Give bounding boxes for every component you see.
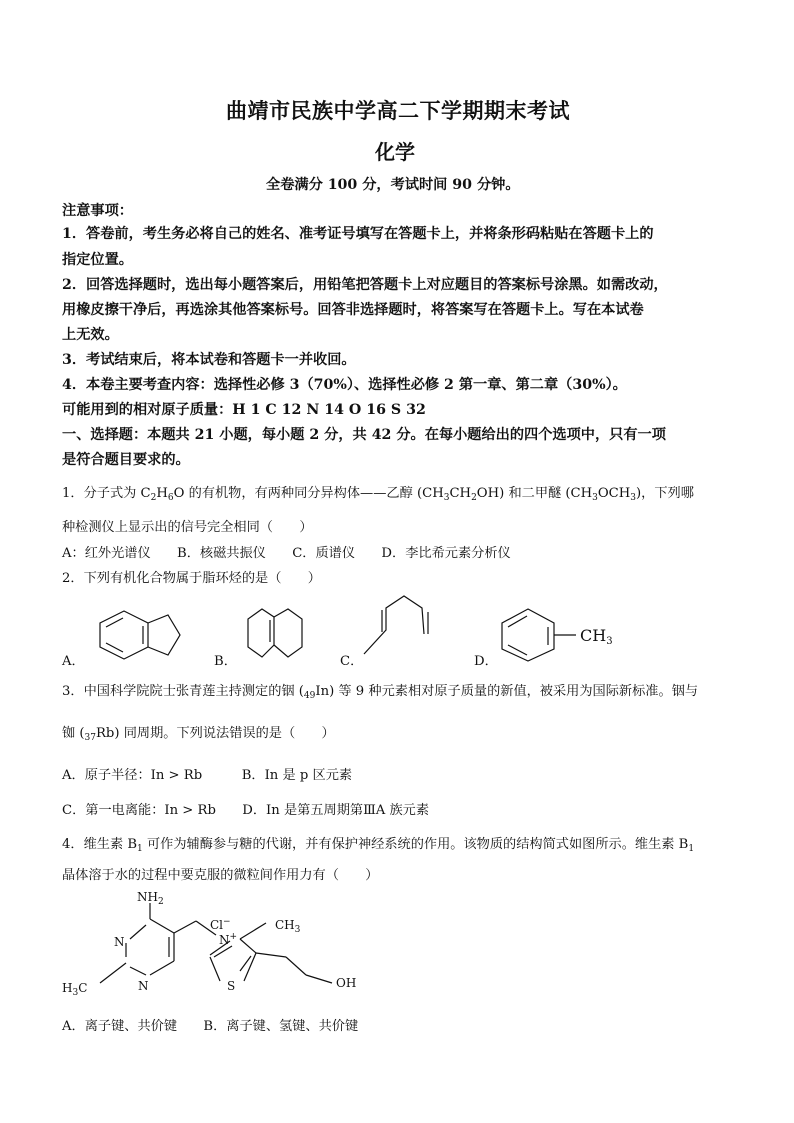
question-4-options: A．离子键、共价键 B．离子键、氢键、共价键 xyxy=(62,1019,359,1034)
note-4: 4．本卷主要考查内容：选择性必修 3（70%）、选择性必修 2 第一章、第二章（30%）。 xyxy=(62,377,627,393)
pyrimidine-n3-label: N xyxy=(138,979,149,993)
methyl-h3c-label: $H_3C$ xyxy=(62,981,88,998)
note-1-line-1: 1．答卷前，考生务必将自己的姓名、准考证号填写在答题卡上，并将条形码粘贴在答题卡上的 xyxy=(62,226,654,242)
question-3-options-cd: C．第一电离能：In > Rb D．In 是第五周期第ⅢA 族元素 xyxy=(62,803,430,818)
toluene-methyl-label: $CH_3$ xyxy=(580,626,613,647)
score-note: 全卷满分 100 分，考试时间 90 分钟。 xyxy=(266,177,520,193)
q2-option-b-label: B． xyxy=(214,654,237,669)
triene-structure xyxy=(360,590,440,660)
exam-title: 曲靖市民族中学高二下学期期末考试 xyxy=(226,98,570,123)
section-1-line-2: 是符合题目要求的。 xyxy=(62,452,190,468)
subject-title: 化学 xyxy=(375,140,415,164)
amino-group-label: $NH_2$ xyxy=(137,890,164,907)
question-4-stem-line-2: 晶体溶于水的过程中要克服的微粒间作用力有（ ） xyxy=(62,868,379,883)
note-2-line-3: 上无效。 xyxy=(62,327,119,343)
question-1-stem-line-1: 1．分子式为 $C_2H_6O$ 的有机物，有两种同分异构体——乙醇 $(CH_3CH_2OH)$ 和二甲醚 $(CH_3OCH_3)$，下列哪 xyxy=(62,486,694,503)
note-1-line-2: 指定位置。 xyxy=(62,252,133,268)
indane-structure xyxy=(86,603,186,665)
toluene-structure xyxy=(494,605,584,665)
q2-option-c-label: C． xyxy=(340,654,364,669)
notes-heading: 注意事项： xyxy=(62,203,133,219)
note-2-line-2: 用橡皮擦干净后，再选涂其他答案标号。回答非选择题时，将答案写在答题卡上。写在本试卷 xyxy=(62,302,644,318)
thiazolium-methyl-label: $CH_3$ xyxy=(275,918,301,935)
question-1-stem-line-2: 种检测仪上显示出的信号完全相同（ ） xyxy=(62,520,313,535)
atomic-mass-line: 可能用到的相对原子质量：H 1 C 12 N 14 O 16 S 32 xyxy=(62,402,426,418)
pyrimidine-n1-label: N xyxy=(114,935,125,949)
question-3-stem-line-2: 铷 $(_{37}Rb)$ 同周期。下列说法错误的是（ ） xyxy=(62,726,335,743)
note-3: 3．考试结束后，将本试卷和答题卡一并收回。 xyxy=(62,352,356,368)
chloride-label: Cl− xyxy=(210,917,231,932)
sulfur-label: S xyxy=(227,979,236,993)
note-2-line-1: 2．回答选择题时，选出每小题答案后，用铅笔把答题卡上对应题目的答案标号涂黑。如需改动， xyxy=(62,277,668,293)
q2-option-d-label: D． xyxy=(474,654,498,669)
question-3-options-ab: A．原子半径：In > Rb B．In 是 p 区元素 xyxy=(62,768,353,783)
thiazolium-n-label: N+ xyxy=(219,932,238,947)
q2-option-a-label: A． xyxy=(62,654,85,669)
question-3-stem-line-1: 3．中国科学院院士张青莲主持测定的铟 $(_{49}In)$ 等 9 种元素相对原子质量的新值，被采用为国际新标准。铟与 xyxy=(62,684,699,701)
question-2-stem: 2．下列有机化合物属于脂环烃的是（ ） xyxy=(62,571,321,586)
hydroxyl-label: OH xyxy=(336,976,357,990)
bicyclic-structure xyxy=(236,603,312,665)
question-1-options: A：红外光谱仪 B．核磁共振仪 C．质谱仪 D．李比希元素分析仪 xyxy=(62,546,511,561)
question-4-stem-line-1: 4．维生素 $B_1$ 可作为辅酶参与糖的代谢，并有保护神经系统的作用。该物质的结构简式如图所示。维生素 $B_1$ xyxy=(62,837,695,854)
section-1-line-1: 一、选择题：本题共 21 小题，每小题 2 分，共 42 分。在每小题给出的四个选项中，只有一项 xyxy=(62,427,666,443)
